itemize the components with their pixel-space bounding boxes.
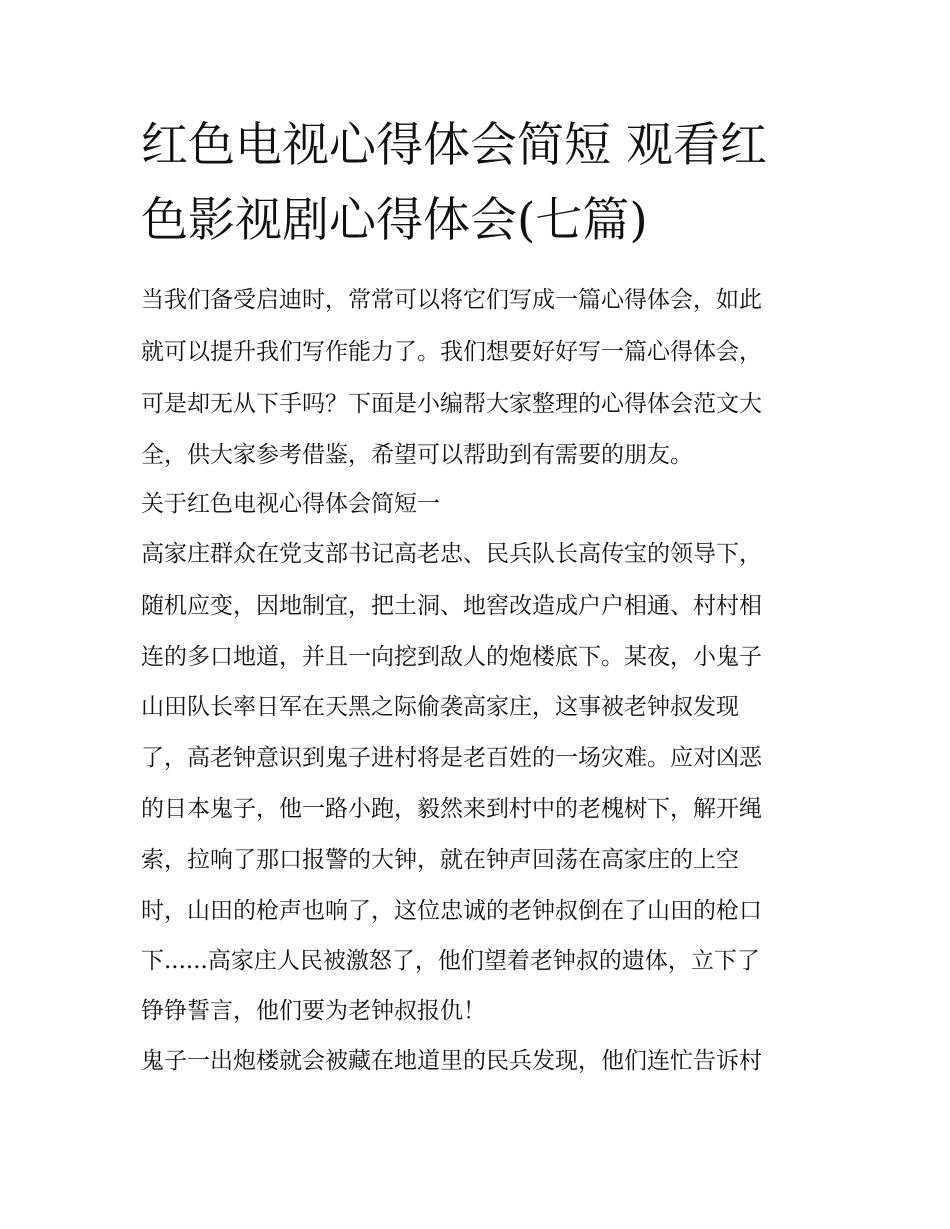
section-heading: 关于红色电视心得体会简短一 bbox=[141, 491, 440, 517]
body-line: 鬼子一出炮楼就会被藏在地道里的民兵发现，他们连忙告诉村 bbox=[141, 1048, 762, 1074]
body-line: 了，高老钟意识到鬼子进村将是老百姓的一场灾难。应对凶恶 bbox=[141, 745, 762, 771]
intro-line: 当我们备受启迪时，常常可以将它们写成一篇心得体会，如此 bbox=[141, 287, 762, 313]
body-line: 时，山田的枪声也响了，这位忠诚的老钟叔倒在了山田的枪口 bbox=[141, 898, 762, 924]
intro-line: 就可以提升我们写作能力了。我们想要好好写一篇心得体会， bbox=[141, 339, 762, 365]
body-line: 下......高家庄人民被激怒了，他们望着老钟叔的遗体，立下了 bbox=[141, 948, 760, 974]
body-line: 连的多口地道，并且一向挖到敌人的炮楼底下。某夜，小鬼子 bbox=[141, 644, 762, 670]
intro-line: 全，供大家参考借鉴，希望可以帮助到有需要的朋友。 bbox=[141, 442, 693, 468]
intro-line: 可是却无从下手吗？下面是小编帮大家整理的心得体会范文大 bbox=[141, 391, 762, 417]
document-title-line-2: 色影视剧心得体会(七篇) bbox=[141, 193, 648, 248]
body-line: 随机应变，因地制宜，把土洞、地窖改造成户户相通、村村相 bbox=[141, 593, 762, 619]
body-line: 高家庄群众在党支部书记高老忠、民兵队长高传宝的领导下， bbox=[141, 541, 762, 567]
body-line: 的日本鬼子，他一路小跑，毅然来到村中的老槐树下，解开绳 bbox=[141, 796, 762, 822]
document-title-line-1: 红色电视心得体会简短 观看红 bbox=[141, 118, 767, 173]
body-line: 山田队长率日军在天黑之际偷袭高家庄，这事被老钟叔发现 bbox=[141, 694, 739, 720]
body-line: 索，拉响了那口报警的大钟，就在钟声回荡在高家庄的上空 bbox=[141, 847, 739, 873]
body-line: 铮铮誓言，他们要为老钟叔报仇！ bbox=[141, 998, 486, 1024]
